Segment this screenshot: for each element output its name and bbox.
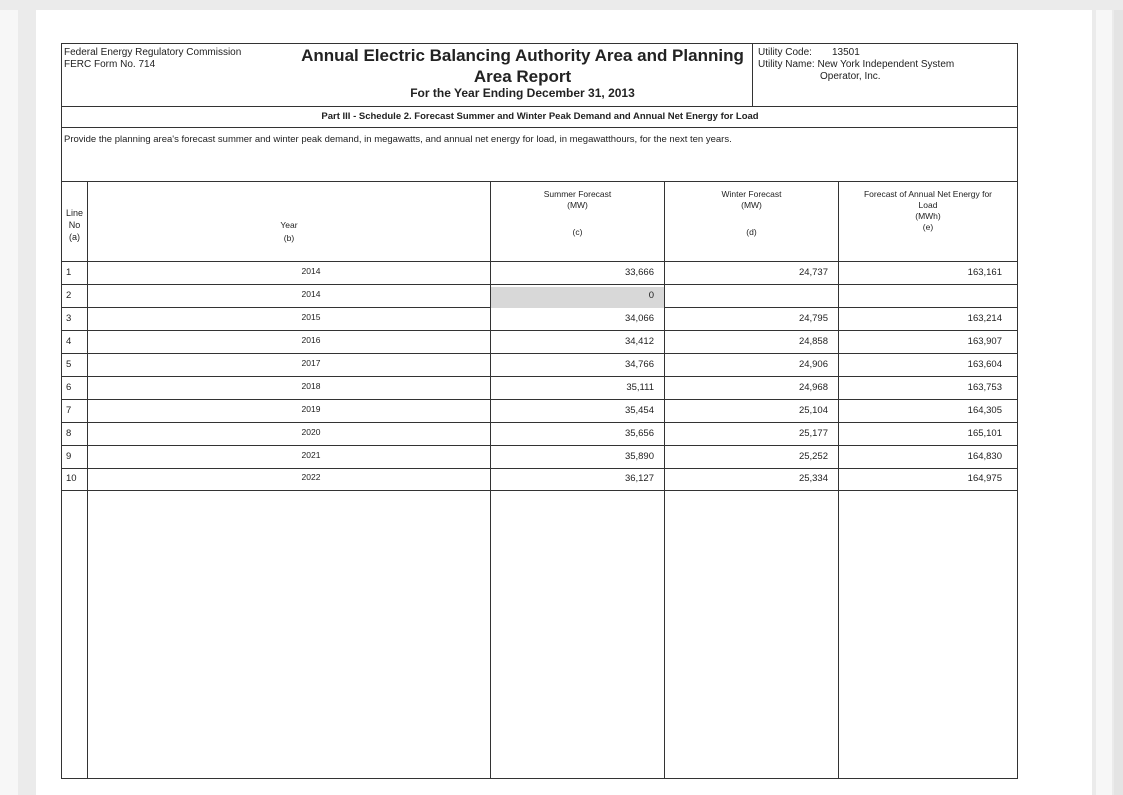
- header-text: Year: [280, 220, 298, 230]
- header-divider: [752, 43, 753, 107]
- line-number: 5: [66, 359, 72, 370]
- winter-cell: 24,906: [798, 359, 828, 370]
- table-row: [62, 400, 1018, 423]
- line-number: 1: [66, 267, 72, 278]
- energy-cell: 163,161: [967, 267, 1002, 278]
- instructions-text: Provide the planning area's forecast summer and winter peak demand, in megawatts, and annual net energy for load, in megawatthours, for the next ten years.: [64, 134, 732, 145]
- line-number: 6: [66, 382, 72, 393]
- table-row: [62, 423, 1018, 446]
- header-text: Line: [65, 208, 83, 218]
- utility-code: 13501: [832, 47, 860, 58]
- col-header-year: [88, 220, 490, 244]
- winter-cell: 25,334: [798, 473, 828, 484]
- header-text: (a): [69, 232, 80, 242]
- year-cell: 2017: [301, 358, 321, 368]
- summer-cell: 34,766: [624, 359, 654, 370]
- summer-cell: 34,412: [624, 336, 654, 347]
- year-cell: 2015: [301, 312, 321, 322]
- energy-cell: 163,753: [967, 382, 1002, 393]
- summer-cell: 36,127: [624, 473, 654, 484]
- line-number: 3: [66, 313, 72, 324]
- utility-code-label: Utility Code:: [758, 47, 812, 58]
- col-header-energy: [839, 189, 1017, 233]
- energy-cell: 164,975: [967, 473, 1002, 484]
- summer-cell: 35,111: [626, 382, 654, 393]
- col-header-summer: [491, 189, 664, 238]
- summer-cell: 0: [648, 290, 654, 301]
- header-text: (MW): [741, 200, 762, 210]
- report-title: Annual Electric Balancing Authority Area and Planning Area Report: [301, 46, 744, 86]
- header-text: (d): [746, 227, 757, 237]
- utility-block: [758, 47, 954, 83]
- year-cell: 2014: [301, 266, 321, 276]
- year-cell: 2020: [301, 427, 321, 437]
- header-text: (e): [922, 222, 934, 232]
- agency-block: [64, 47, 241, 71]
- line-number: 4: [66, 336, 72, 347]
- table-row: [62, 285, 1018, 308]
- line-number: 8: [66, 428, 72, 439]
- year-cell: 2014: [301, 289, 321, 299]
- header-text: (MWh): [915, 211, 941, 221]
- table-row: [62, 354, 1018, 377]
- page-margin-left: [0, 10, 18, 795]
- line-number: 9: [66, 451, 72, 462]
- line-number: 10: [66, 473, 77, 484]
- year-cell: 2016: [301, 335, 321, 345]
- viewer-scrollbar[interactable]: [1114, 10, 1123, 795]
- summer-cell: 35,454: [624, 405, 654, 416]
- summer-cell: 35,890: [624, 451, 654, 462]
- summer-cell: 35,656: [624, 428, 654, 439]
- agency-name: Federal Energy Regulatory Commission: [64, 47, 242, 58]
- year-cell: 2021: [301, 450, 321, 460]
- year-cell: 2018: [301, 381, 321, 391]
- summer-cell: 33,666: [624, 267, 654, 278]
- col-header-line: [62, 207, 87, 243]
- header-text: (b): [283, 233, 295, 243]
- header-text: Load: [918, 200, 938, 210]
- schedule-title: Part III - Schedule 2. Forecast Summer and Winter Peak Demand and Annual Net Energy for Load: [321, 111, 759, 122]
- report-subtitle: For the Year Ending December 31, 2013: [410, 86, 635, 100]
- energy-cell: 164,830: [967, 451, 1002, 462]
- energy-cell: 165,101: [967, 428, 1002, 439]
- table-row: [62, 331, 1018, 354]
- utility-name: New York Independent System: [817, 59, 955, 70]
- winter-cell: 25,177: [798, 428, 828, 439]
- table-row: [62, 308, 1018, 331]
- line-number: 7: [66, 405, 72, 416]
- utility-name-cont: Operator, Inc.: [820, 71, 881, 82]
- page-margin-right: [1096, 10, 1112, 795]
- winter-cell: 25,104: [798, 405, 828, 416]
- form-number: FERC Form No. 714: [64, 59, 156, 70]
- header-text: Winter Forecast: [721, 189, 782, 199]
- winter-cell: 24,968: [798, 382, 828, 393]
- year-cell: 2022: [301, 472, 321, 482]
- energy-cell: 164,305: [967, 405, 1002, 416]
- winter-cell: 24,795: [798, 313, 828, 324]
- header-text: (c): [572, 227, 583, 237]
- utility-name-label: Utility Name:: [758, 59, 815, 70]
- energy-cell: 163,907: [967, 336, 1002, 347]
- year-cell: 2019: [301, 404, 321, 414]
- table-row: [62, 446, 1018, 469]
- header-text: No: [68, 220, 81, 230]
- header-text: (MW): [567, 200, 588, 210]
- summer-cell: 34,066: [624, 313, 654, 324]
- header-text: Summer Forecast: [543, 189, 612, 199]
- energy-cell: 163,214: [967, 313, 1002, 324]
- winter-cell: 25,252: [798, 451, 828, 462]
- line-number: 2: [66, 290, 72, 301]
- energy-cell: 163,604: [967, 359, 1002, 370]
- table-row: [62, 262, 1018, 285]
- col-header-winter: [665, 189, 838, 238]
- table-row: [62, 377, 1018, 400]
- header-text: Forecast of Annual Net Energy for: [863, 189, 993, 199]
- winter-cell: 24,737: [798, 267, 828, 278]
- table-row: [62, 468, 1018, 491]
- winter-cell: 24,858: [798, 336, 828, 347]
